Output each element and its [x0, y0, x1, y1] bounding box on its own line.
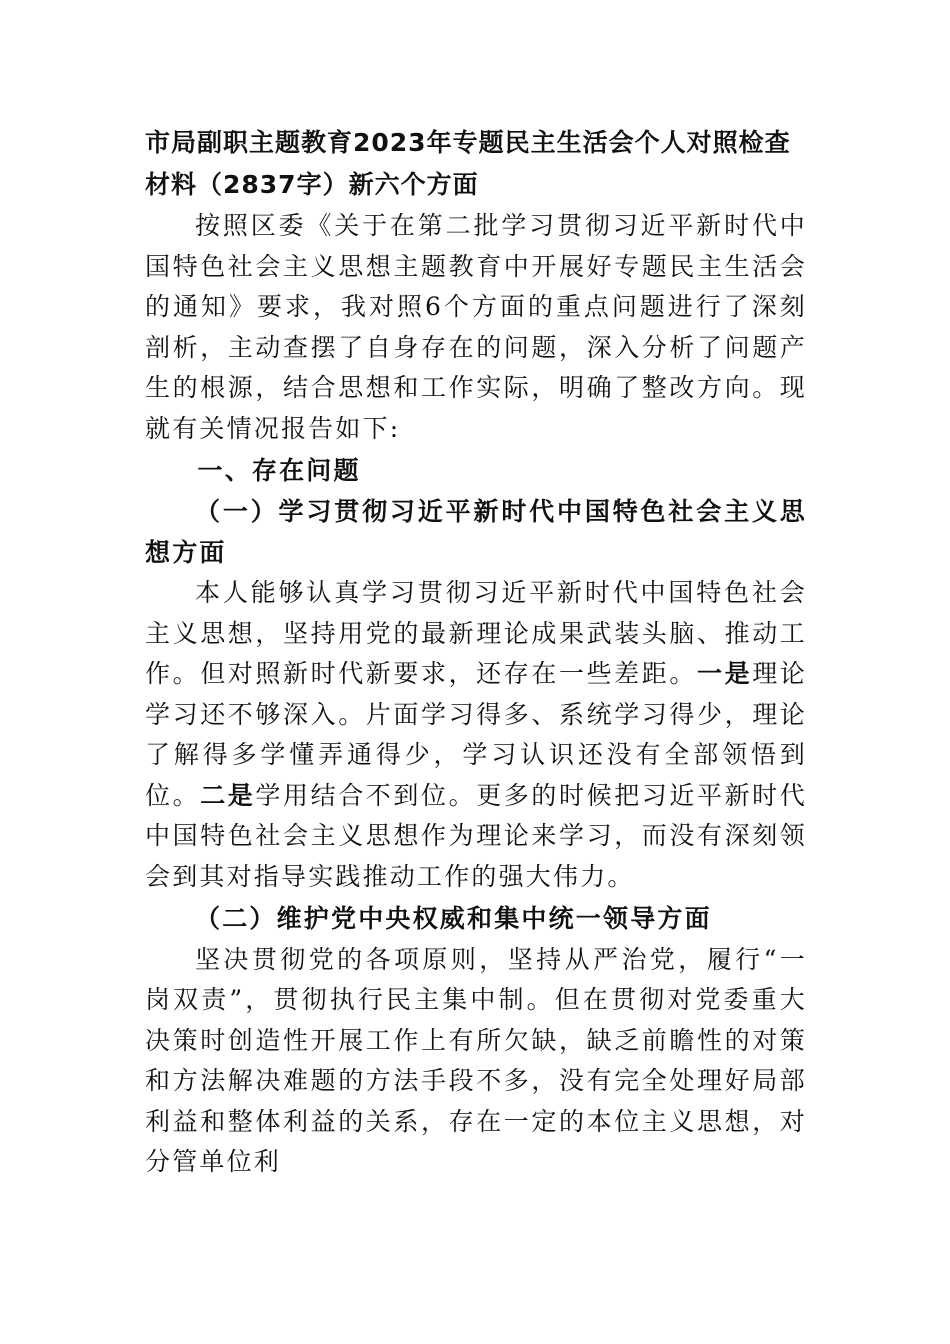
- subsection-heading-study: （一）学习贯彻习近平新时代中国特色社会主义思想方面: [145, 497, 807, 567]
- paragraph-text: 理论学习还不够深入。片面学习得多、系统学习得少，理论了解得多学懂弄通得少，学习认识还没有全部领悟到位。: [145, 659, 807, 810]
- subsection-heading-authority: （二）维护党中央权威和集中统一领导方面: [195, 904, 712, 933]
- point-marker-first: 一是: [696, 659, 753, 688]
- point-marker-second: 二是: [200, 780, 256, 810]
- section-heading-problems: 一、存在问题: [197, 456, 361, 485]
- subsection-study-paragraph: [145, 573, 807, 897]
- subsection-authority-paragraph: 坚决贯彻党的各项原则，坚持从严治党，履行“一岗双责”，贯彻执行民主集中制。但在贯彻对党委重大决策时创造性开展工作上有所欠缺，缺乏前瞻性的对策和方法解决难题的方法手段不多，没有完全处理好局部利益和整体利益的关系，存在一定的本位主义思想，对分管单位利: [145, 944, 807, 1176]
- paragraph-text: 学用结合不到位。更多的时候把习近平新时代中国特色社会主义思想作为理论来学习，而没有深刻领会到其对指导实践推动工作的强大伟力。: [145, 780, 807, 891]
- document-page: [145, 122, 807, 1183]
- paragraph-text: 本人能够认真学习贯彻习近平新时代中国特色社会主义思想，坚持用党的最新理论成果武装头脑、推动工作。但对照新时代新要求，还存在一些差距。: [145, 578, 807, 688]
- document-title: 市局副职主题教育2023年专题民主生活会个人对照检查材料（2837字）新六个方面: [145, 128, 791, 199]
- intro-paragraph: 按照区委《关于在第二批学习贯彻习近平新时代中国特色社会主义思想主题教育中开展好专题民主生活会的通知》要求，我对照6个方面的重点问题进行了深刻剖析，主动查摆了自身存在的问题，深入分析了问题产生的根源，结合思想和工作实际，明确了整改方向。现就有关情况报告如下:: [145, 211, 807, 443]
